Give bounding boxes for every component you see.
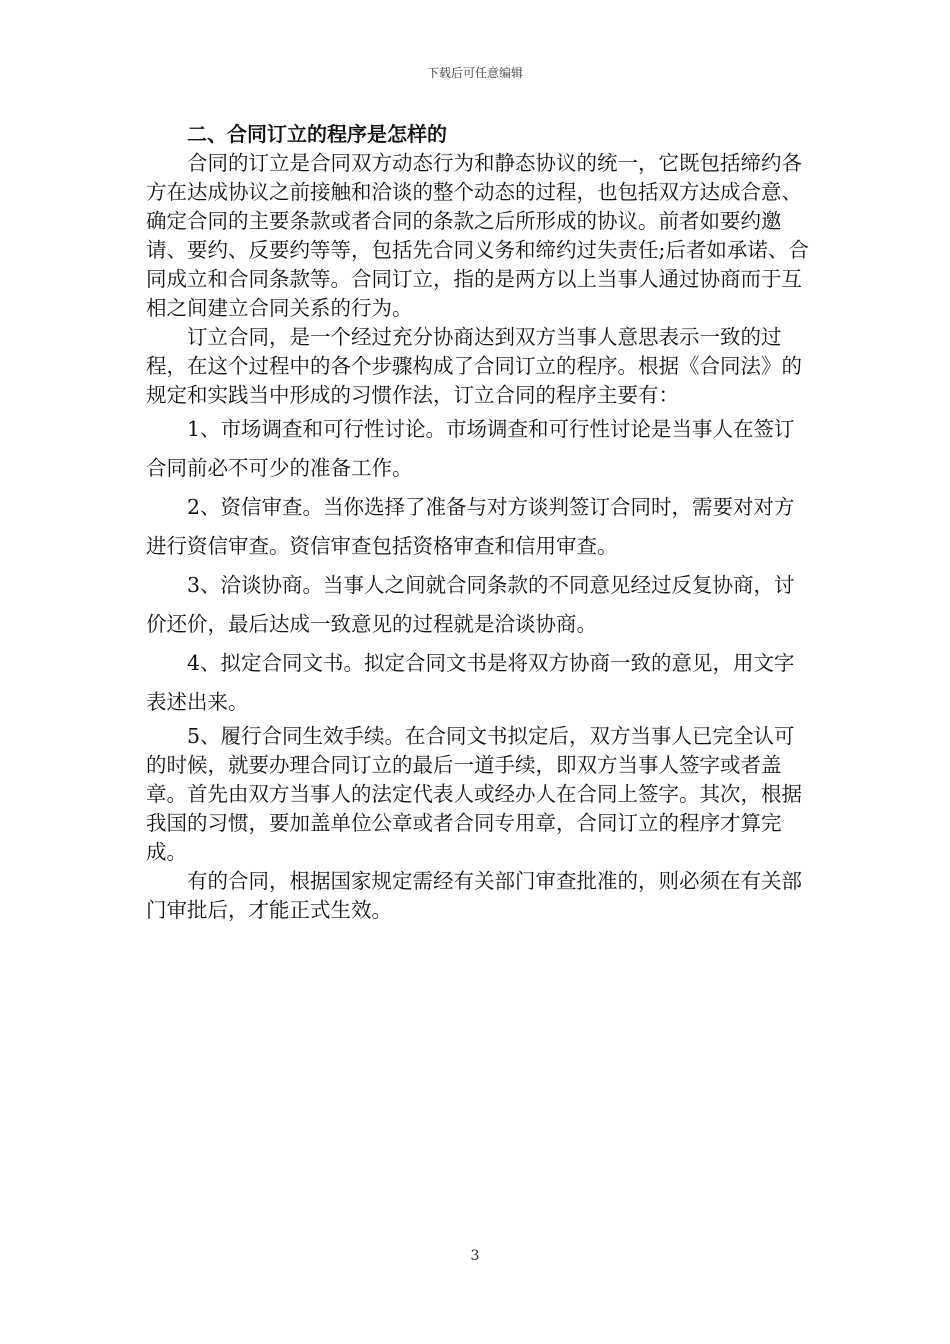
page-number: 3 <box>470 1248 480 1264</box>
intro-paragraph-2: 订立合同，是一个经过充分协商达到双方当事人意思表示一致的过程，在这个过程中的各个步骤构成了合同订立的程序。根据《合同法》的规定和实践当中形成的习惯作法，订立合同的程序主要有： <box>146 325 802 407</box>
step-paragraph-5: 5、履行合同生效手续。在合同文书拟定后，双方当事人已完全认可的时候，就要办理合同订立的最后一道手续，即双方当事人签字或者盖章。首先由双方当事人的法定代表人或经办人在合同上签字。其次，根据我国的习惯，要加盖单位公章或者合同专用章，合同订立的程序才算完成。 <box>146 724 802 864</box>
document-body <box>146 120 810 925</box>
step-paragraph-3: 3、洽谈协商。当事人之间就合同条款的不同意见经过反复协商，讨价还价，最后达成一致意见的过程就是洽谈协商。 <box>146 573 795 636</box>
page-header: 下载后可任意编辑 <box>426 66 523 80</box>
step-paragraph-1: 1、市场调查和可行性讨论。市场调查和可行性讨论是当事人在签订合同前必不可少的准备工作。 <box>146 417 795 480</box>
closing-paragraph: 有的合同，根据国家规定需经有关部门审查批准的，则必须在有关部门审批后，才能正式生效。 <box>146 869 802 922</box>
step-paragraph-2: 2、资信审查。当你选择了准备与对方谈判签订合同时，需要对对方进行资信审查。资信审查包括资格审查和信用审查。 <box>146 495 795 558</box>
intro-paragraph-1: 合同的订立是合同双方动态行为和静态协议的统一，它既包括缔约各方在达成协议之前接触和洽谈的整个动态的过程，也包括双方达成合意、确定合同的主要条款或者合同的条款之后所形成的协议。前者如要约邀请、要约、反要约等等，包括先合同义务和缔约过失责任;后者如承诺、合同成立和合同条款等。合同订立，指的是两方以上当事人通过协商而于互相之间建立合同关系的行为。 <box>146 151 809 320</box>
section-heading: 二、合同订立的程序是怎样的 <box>187 122 447 146</box>
step-paragraph-4: 4、拟定合同文书。拟定合同文书是将双方协商一致的意见，用文字表述出来。 <box>146 651 795 714</box>
